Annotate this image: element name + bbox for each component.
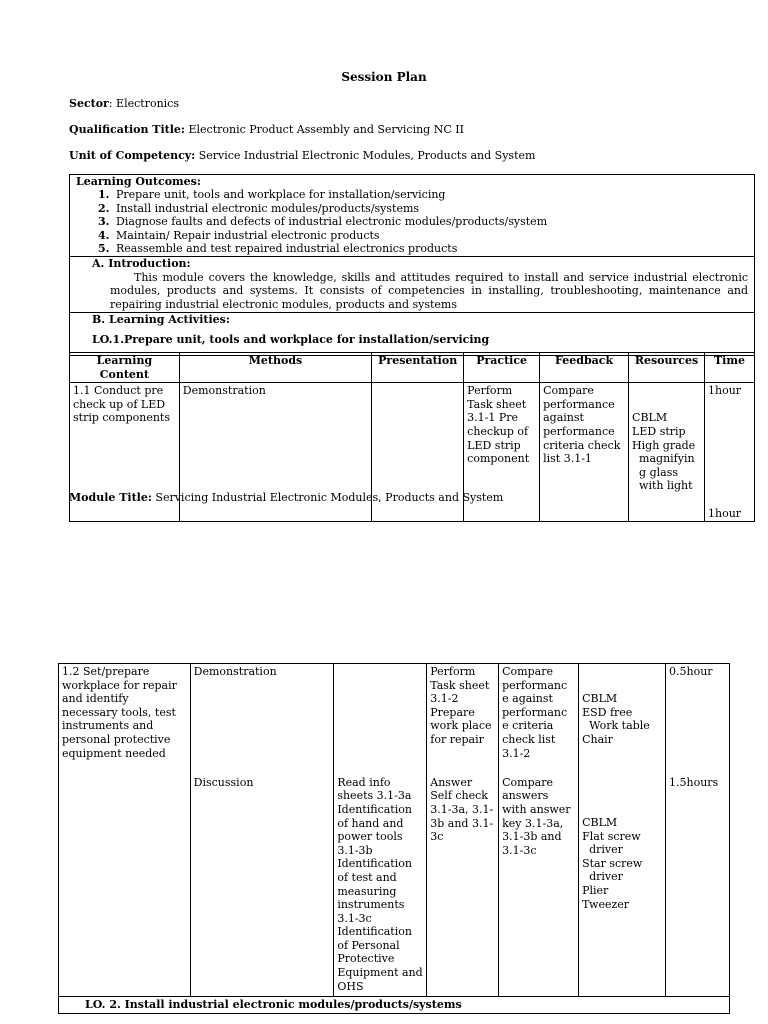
- sector-value: : Electronics: [108, 97, 179, 110]
- page-title: Session Plan: [341, 70, 427, 84]
- outcome-item: 5. Reassemble and test repaired industrial electronics products: [98, 242, 458, 256]
- cell-time-bottom: 1hour: [708, 506, 742, 520]
- outcome-item: 2. Install industrial electronic modules/products/systems: [98, 201, 420, 215]
- qualification-line: [69, 123, 464, 136]
- header-practice: Practice: [464, 353, 540, 383]
- module-title-value: Servicing Industrial Electronic Modules, Products and System: [151, 491, 504, 504]
- outcome-item: 4. Maintain/ Repair industrial electronic products: [98, 228, 380, 242]
- cell-practice: Perform Task sheet 3.1-1 Pre checkup of LED strip component: [464, 383, 540, 522]
- outcome-item: 1. Prepare unit, tools and workplace for installation/servicing: [98, 188, 446, 201]
- cell-time: 0.5hour: [666, 664, 730, 775]
- learning-activities-heading: B. Learning Activities:: [92, 313, 230, 326]
- cell-methods: Discussion: [190, 775, 334, 997]
- cell-feedback: Compare performance against performance criteria check list 3.1-1: [540, 383, 629, 522]
- cell-practice: Answer Self check 3.1-3a, 3.1-3b and 3.1-3c: [427, 775, 499, 997]
- lo2-title: LO. 2. Install industrial electronic modules/products/systems: [59, 997, 730, 1014]
- header-presentation: Presentation: [372, 353, 464, 383]
- learning-outcomes-section: [70, 175, 754, 257]
- learning-activities-section: [70, 313, 754, 355]
- header-resources: Resources: [629, 353, 705, 383]
- introduction-text: This module covers the knowledge, skills and attitudes required to install and service industrial electronic modules, products and systems. It consists of competencies in installing, troubleshooting, maintenance and repairing industrial electronic modules, products and systems: [110, 270, 748, 311]
- header-feedback: Feedback: [540, 353, 629, 383]
- cell-practice: Perform Task sheet 3.1-2 Prepare work place for repair: [427, 664, 499, 775]
- unit-value: Service Industrial Electronic Modules, Products and System: [195, 149, 536, 162]
- header-learning-content: Learning Content: [70, 353, 180, 383]
- lo2-row: [59, 997, 730, 1014]
- sector-line: [69, 97, 179, 110]
- cell-feedback: Compare performanc e against performanc e criteria check list 3.1-2: [499, 664, 579, 775]
- learning-outcomes-box: [69, 174, 755, 356]
- cell-time: 1.5hours: [666, 775, 730, 997]
- qualification-label: Qualification Title:: [69, 123, 185, 136]
- module-title-line: [69, 491, 503, 504]
- outcome-item: 3. Diagnose faults and defects of industrial electronic modules/products/system: [98, 215, 548, 229]
- cell-content: 1.1 Conduct pre check up of LED strip components: [70, 383, 180, 522]
- header-methods: Methods: [179, 353, 371, 383]
- cell-methods: Demonstration: [190, 664, 334, 775]
- unit-line: [69, 149, 535, 162]
- cell-presentation: [334, 664, 427, 775]
- cell-feedback: Compare answers with answer key 3.1-3a, 3.1-3b and 3.1-3c: [499, 775, 579, 997]
- cell-presentation: Read info sheets 3.1-3a Identification of hand and power tools 3.1-3b Identification of test and measuring instruments 3.1-3c Identification of Personal Protective Equipment and OHS: [334, 775, 427, 997]
- learning-outcomes-list: [76, 188, 748, 256]
- activities-table-2: [58, 663, 730, 1014]
- qualification-value: Electronic Product Assembly and Servicing NC II: [185, 123, 464, 136]
- unit-label: Unit of Competency:: [69, 149, 196, 162]
- module-title-label: Module Title:: [69, 491, 152, 504]
- lo1-title: LO.1.Prepare unit, tools and workplace for installation/servicing: [92, 332, 490, 346]
- cell-resources: CBLM ESD free Work table Chair: [579, 664, 666, 775]
- introduction-heading: A. Introduction:: [92, 257, 191, 270]
- cell-resources: CBLM LED strip High grade magnifyin g glass with light: [629, 383, 705, 522]
- learning-outcomes-heading: Learning Outcomes:: [76, 175, 201, 188]
- header-time: Time: [705, 353, 755, 383]
- sector-label: Sector: [69, 97, 109, 110]
- cell-time: 1hour 1hour: [705, 383, 755, 522]
- table-header-row: [70, 353, 755, 383]
- cell-resources: CBLM Flat screw driver Star screw driver Plier Tweezer: [579, 775, 666, 997]
- table-row: [59, 664, 730, 775]
- introduction-section: [70, 257, 754, 313]
- cell-methods: Demonstration: [179, 383, 371, 522]
- cell-content: 1.2 Set/prepare workplace for repair and identify necessary tools, test instruments and personal protective equipment needed: [59, 664, 191, 997]
